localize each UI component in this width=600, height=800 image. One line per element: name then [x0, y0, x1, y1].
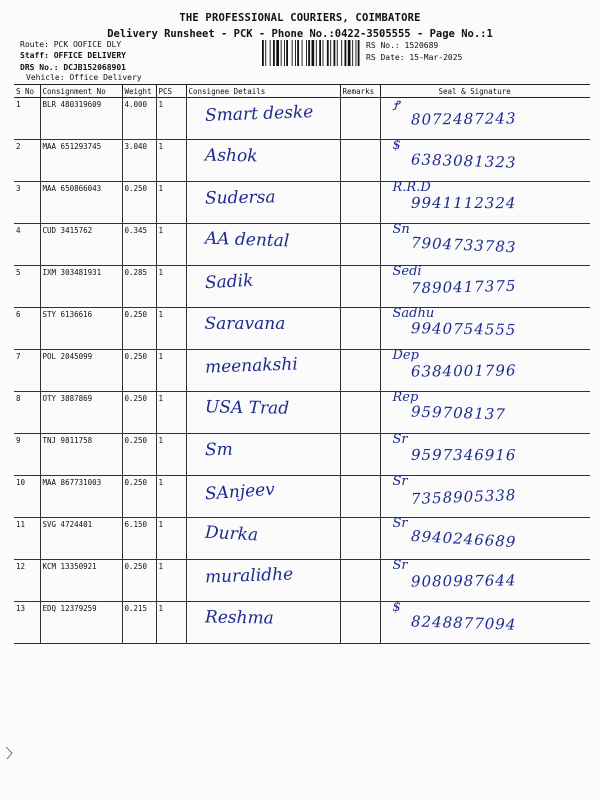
- remarks-cell: [340, 434, 380, 476]
- weight-cell: 0.250: [122, 392, 156, 434]
- remarks-cell: [340, 476, 380, 518]
- signature-cell: [380, 476, 590, 518]
- remarks-cell: [340, 602, 380, 644]
- phone-handwriting: 8248877094: [410, 612, 517, 634]
- remarks-cell: [340, 266, 380, 308]
- signature-cell: [380, 560, 590, 602]
- consignee-handwriting: AA dental: [204, 228, 290, 252]
- consignment-cell: POL 2045099: [40, 350, 122, 392]
- phone-handwriting: 7358905338: [410, 485, 517, 509]
- remarks-cell: [340, 350, 380, 392]
- phone-handwriting: 9080987644: [410, 571, 517, 591]
- table-row: [14, 434, 590, 476]
- consignment-cell: MAA 867731003: [40, 476, 122, 518]
- signature-mark: Sadhu: [392, 306, 435, 321]
- column-header: Remarks: [340, 85, 380, 98]
- consignee-cell: [186, 98, 340, 140]
- remarks-cell: [340, 518, 380, 560]
- weight-cell: 0.250: [122, 434, 156, 476]
- pcs-cell: 1: [156, 308, 186, 350]
- remarks-cell: [340, 140, 380, 182]
- consignee-handwriting: Sadik: [204, 270, 254, 294]
- signature-mark: Sn: [392, 222, 410, 237]
- column-header: Consignee Details: [186, 85, 340, 98]
- pen-mark: [4, 746, 14, 760]
- sno-cell: 10: [14, 476, 40, 518]
- consignee-cell: [186, 434, 340, 476]
- table-row: [14, 392, 590, 434]
- sno-cell: 6: [14, 308, 40, 350]
- weight-cell: 0.250: [122, 182, 156, 224]
- table-row: [14, 308, 590, 350]
- staff-info: Staff: OFFICE DELIVERY: [20, 51, 126, 60]
- runsheet-subtitle: Delivery Runsheet - PCK - Phone No.:0422-3505555 - Page No.:1: [107, 28, 493, 40]
- vehicle-info: Vehicle: Office Delivery: [26, 73, 142, 82]
- table-row: [14, 518, 590, 560]
- consignee-handwriting: meenakshi: [204, 354, 298, 378]
- consignment-cell: KCM 13350921: [40, 560, 122, 602]
- runsheet-table: [14, 84, 590, 644]
- consignee-cell: [186, 476, 340, 518]
- remarks-cell: [340, 182, 380, 224]
- weight-cell: 0.250: [122, 476, 156, 518]
- weight-cell: 6.150: [122, 518, 156, 560]
- phone-handwriting: 9597346916: [410, 445, 516, 465]
- remarks-cell: [340, 98, 380, 140]
- phone-handwriting: 8072487243: [410, 109, 517, 129]
- remarks-cell: [340, 224, 380, 266]
- phone-handwriting: 959708137: [410, 402, 506, 424]
- pcs-cell: 1: [156, 224, 186, 266]
- pcs-cell: 1: [156, 518, 186, 560]
- signature-mark: R.R.D: [392, 180, 431, 195]
- weight-cell: 3.040: [122, 140, 156, 182]
- signature-cell: [380, 266, 590, 308]
- consignee-handwriting: SAnjeev: [203, 479, 275, 505]
- table-row: [14, 140, 590, 182]
- sno-cell: 7: [14, 350, 40, 392]
- weight-cell: 0.345: [122, 224, 156, 266]
- consignee-handwriting: Sudersa: [204, 187, 276, 209]
- column-header: Seal & Signature: [380, 85, 590, 98]
- table-row: [14, 182, 590, 224]
- consignee-handwriting: Reshma: [204, 607, 274, 629]
- signature-mark: $: [392, 600, 401, 615]
- sno-cell: 11: [14, 518, 40, 560]
- pcs-cell: 1: [156, 560, 186, 602]
- consignee-cell: [186, 140, 340, 182]
- phone-handwriting: 9940754555: [410, 319, 517, 339]
- column-header: PCS: [156, 85, 186, 98]
- consignment-cell: CUD 3415762: [40, 224, 122, 266]
- phone-handwriting: 7890417375: [410, 276, 517, 298]
- consignment-cell: MAA 651293745: [40, 140, 122, 182]
- sno-cell: 5: [14, 266, 40, 308]
- rs-date: RS Date: 15-Mar-2025: [366, 53, 463, 62]
- table-row: [14, 476, 590, 518]
- consignee-handwriting: Durka: [204, 522, 259, 546]
- consignee-cell: [186, 350, 340, 392]
- signature-cell: [380, 602, 590, 644]
- pcs-cell: 1: [156, 350, 186, 392]
- signature-cell: [380, 224, 590, 266]
- signature-cell: [380, 518, 590, 560]
- phone-handwriting: 9941112324: [410, 193, 516, 213]
- rs-number: RS No.: 1520689: [366, 41, 439, 50]
- pcs-cell: 1: [156, 98, 186, 140]
- pcs-cell: 1: [156, 182, 186, 224]
- table-row: [14, 224, 590, 266]
- signature-cell: [380, 98, 590, 140]
- consignment-cell: IXM 303481931: [40, 266, 122, 308]
- remarks-cell: [340, 560, 380, 602]
- column-header: S No: [14, 85, 40, 98]
- phone-handwriting: 7904733783: [410, 233, 517, 257]
- table-header-row: [14, 85, 590, 98]
- consignment-cell: EDQ 12379259: [40, 602, 122, 644]
- weight-cell: 0.250: [122, 350, 156, 392]
- table-row: [14, 560, 590, 602]
- consignee-cell: [186, 266, 340, 308]
- consignee-cell: [186, 560, 340, 602]
- pcs-cell: 1: [156, 140, 186, 182]
- pcs-cell: 1: [156, 476, 186, 518]
- pcs-cell: 1: [156, 392, 186, 434]
- weight-cell: 0.250: [122, 308, 156, 350]
- consignee-cell: [186, 224, 340, 266]
- document-title: THE PROFESSIONAL COURIERS, COIMBATORE: [179, 12, 421, 24]
- phone-handwriting: 8940246689: [410, 526, 517, 552]
- weight-cell: 0.215: [122, 602, 156, 644]
- route-info: Route: PCK OOFICE DLY: [20, 40, 122, 49]
- signature-mark: Sr: [392, 474, 408, 489]
- signature-cell: [380, 350, 590, 392]
- consignee-cell: [186, 602, 340, 644]
- consignment-cell: MAA 650866043: [40, 182, 122, 224]
- table-row: [14, 602, 590, 644]
- signature-mark: Ꝭ: [392, 99, 400, 114]
- signature-cell: [380, 182, 590, 224]
- sno-cell: 12: [14, 560, 40, 602]
- consignment-cell: BLR 480319609: [40, 98, 122, 140]
- phone-handwriting: 6383081323: [410, 150, 517, 172]
- consignment-cell: SVG 4724401: [40, 518, 122, 560]
- consignment-cell: STY 6136616: [40, 308, 122, 350]
- drs-number: DRS No.: DCJB152068901: [20, 63, 126, 72]
- consignee-handwriting: Smart deske: [204, 102, 314, 126]
- signature-cell: [380, 392, 590, 434]
- pcs-cell: 1: [156, 434, 186, 476]
- consignment-cell: OTY 3887869: [40, 392, 122, 434]
- consignee-handwriting: Sm: [204, 439, 233, 461]
- consignee-cell: [186, 182, 340, 224]
- sno-cell: 8: [14, 392, 40, 434]
- table-row: [14, 350, 590, 392]
- signature-mark: Sedi: [392, 264, 422, 279]
- table-row: [14, 98, 590, 140]
- remarks-cell: [340, 392, 380, 434]
- pcs-cell: 1: [156, 602, 186, 644]
- consignee-handwriting: USA Trad: [204, 397, 289, 419]
- column-header: Weight: [122, 85, 156, 98]
- sno-cell: 13: [14, 602, 40, 644]
- consignee-cell: [186, 308, 340, 350]
- barcode: [262, 40, 360, 66]
- sno-cell: 1: [14, 98, 40, 140]
- signature-mark: Rep: [392, 390, 419, 405]
- table-row: [14, 266, 590, 308]
- phone-handwriting: 6384001796: [410, 361, 517, 381]
- signature-cell: [380, 434, 590, 476]
- pcs-cell: 1: [156, 266, 186, 308]
- sno-cell: 9: [14, 434, 40, 476]
- signature-mark: Sr: [392, 516, 408, 531]
- column-header: Consignment No: [40, 85, 122, 98]
- weight-cell: 0.285: [122, 266, 156, 308]
- sno-cell: 3: [14, 182, 40, 224]
- consignee-cell: [186, 518, 340, 560]
- consignee-handwriting: Ashok: [204, 145, 258, 167]
- remarks-cell: [340, 308, 380, 350]
- weight-cell: 0.250: [122, 560, 156, 602]
- signature-mark: $: [392, 138, 401, 153]
- weight-cell: 4.000: [122, 98, 156, 140]
- sno-cell: 2: [14, 140, 40, 182]
- signature-mark: Sr: [392, 432, 408, 447]
- sno-cell: 4: [14, 224, 40, 266]
- signature-mark: Sr: [392, 558, 408, 573]
- signature-cell: [380, 308, 590, 350]
- consignee-handwriting: Saravana: [204, 314, 286, 334]
- consignee-cell: [186, 392, 340, 434]
- signature-cell: [380, 140, 590, 182]
- signature-mark: Dep: [392, 348, 419, 363]
- consignee-handwriting: muralidhe: [204, 564, 293, 588]
- consignment-cell: TNJ 9811758: [40, 434, 122, 476]
